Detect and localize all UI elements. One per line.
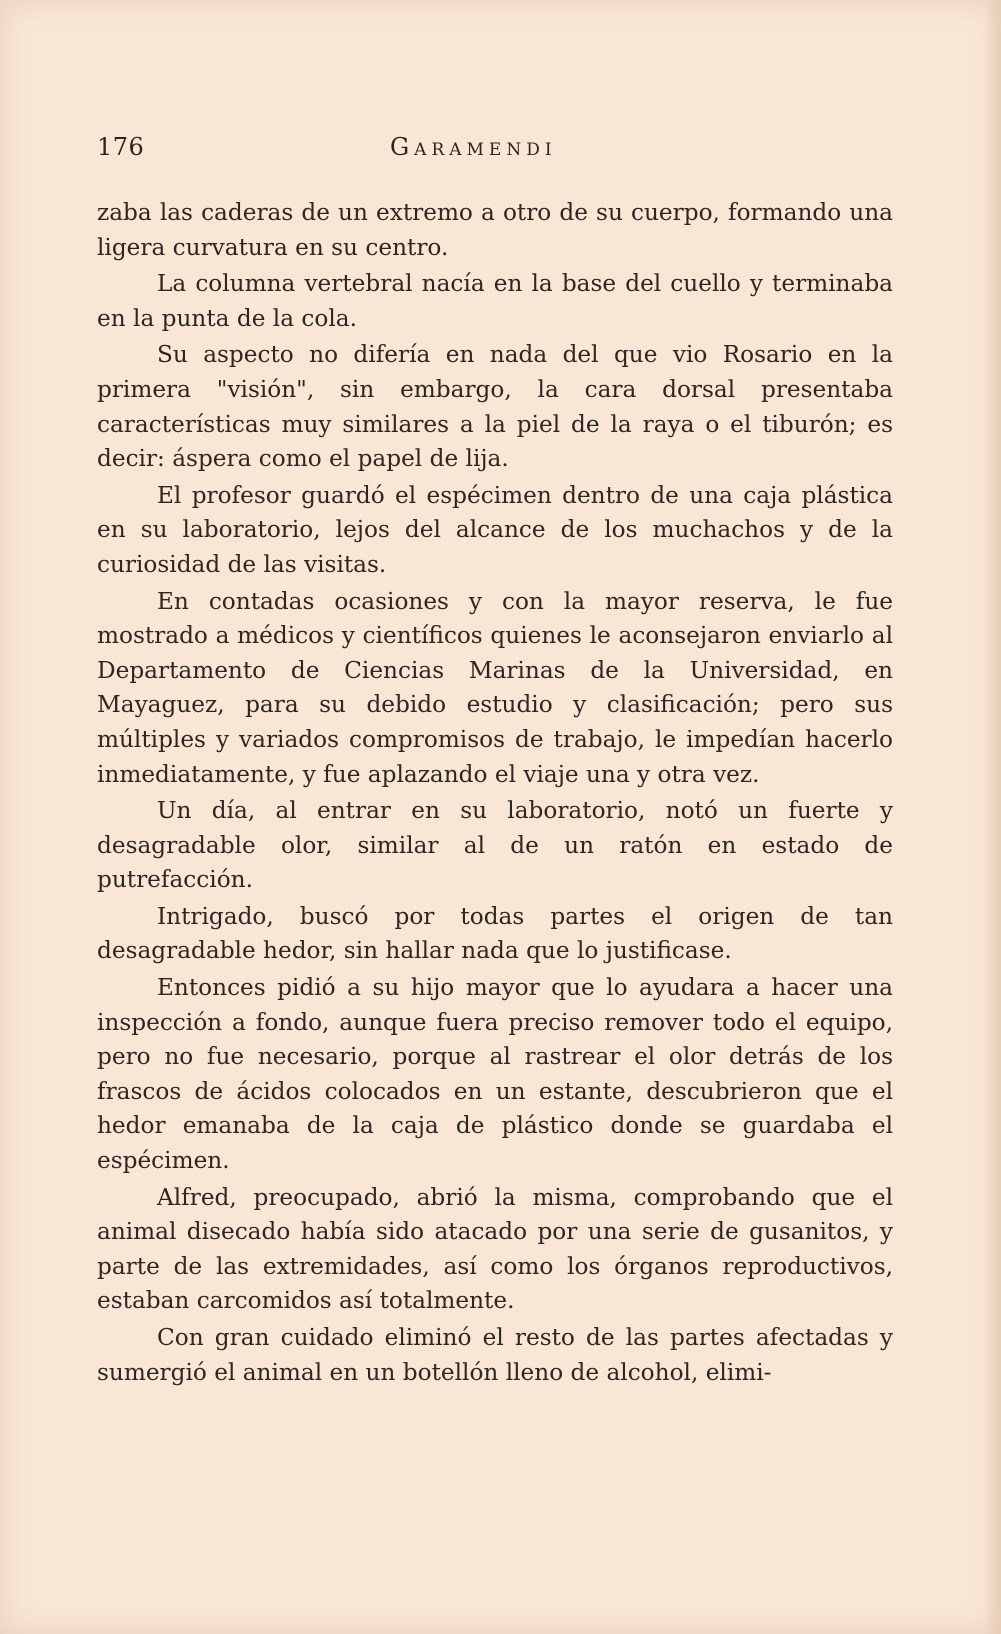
paragraph: Entonces pidió a su hijo mayor que lo ayudara a hacer una inspección a fondo, aunque fuera preciso remover todo el equipo, pero no fue necesario, porque al rastrear el olor detrás de los frascos de ácidos colocados en un estante, descubrieron que el hedor emanaba de la caja de plástico donde se guardaba el espécimen.: [97, 974, 893, 1175]
paragraph: Su aspecto no difería en nada del que vio Rosario en la primera "visión", sin embargo, la cara dorsal presentaba características muy similares a la piel de la raya o el tiburón; es decir: áspera como el papel de lija.: [97, 341, 893, 473]
paragraph: Con gran cuidado eliminó el resto de las partes afectadas y sumergió el animal en un botellón lleno de alcohol, elimi-: [97, 1324, 893, 1386]
paragraph: zaba las caderas de un extremo a otro de su cuerpo, formando una ligera curvatura en su centro.: [97, 199, 893, 261]
running-title: Garamendi: [390, 133, 557, 161]
paragraph: Alfred, preocupado, abrió la misma, comprobando que el animal disecado había sido atacado por una serie de gusanitos, y parte de las extremidades, así como los órganos reproductivos, estaban carcomidos así totalmente.: [97, 1183, 893, 1315]
paragraph: En contadas ocasiones y con la mayor reserva, le fue mostrado a médicos y científicos quienes le aconsejaron enviarlo al Departamento de Ciencias Marinas de la Universidad, en Mayaguez, para su debido estudio y clasificación; pero sus múltiples y variados compromisos de trabajo, le impedían hacerlo inmediatamente, y fue aplazando el viaje una y otra vez.: [97, 587, 893, 788]
body-text: [97, 196, 893, 1392]
page-number: 176: [97, 133, 145, 161]
running-head: [97, 133, 897, 173]
paragraph: La columna vertebral nacía en la base del cuello y terminaba en la punta de la cola.: [97, 270, 893, 332]
paragraph: El profesor guardó el espécimen dentro de una caja plástica en su laboratorio, lejos del alcance de los muchachos y de la curiosidad de las visitas.: [97, 481, 893, 578]
paragraph: Intrigado, buscó por todas partes el origen de tan desagradable hedor, sin hallar nada que lo justificase.: [97, 902, 893, 965]
paragraph: Un día, al entrar en su laboratorio, notó un fuerte y desagradable olor, similar al de un ratón en estado de putrefacción.: [97, 797, 893, 894]
